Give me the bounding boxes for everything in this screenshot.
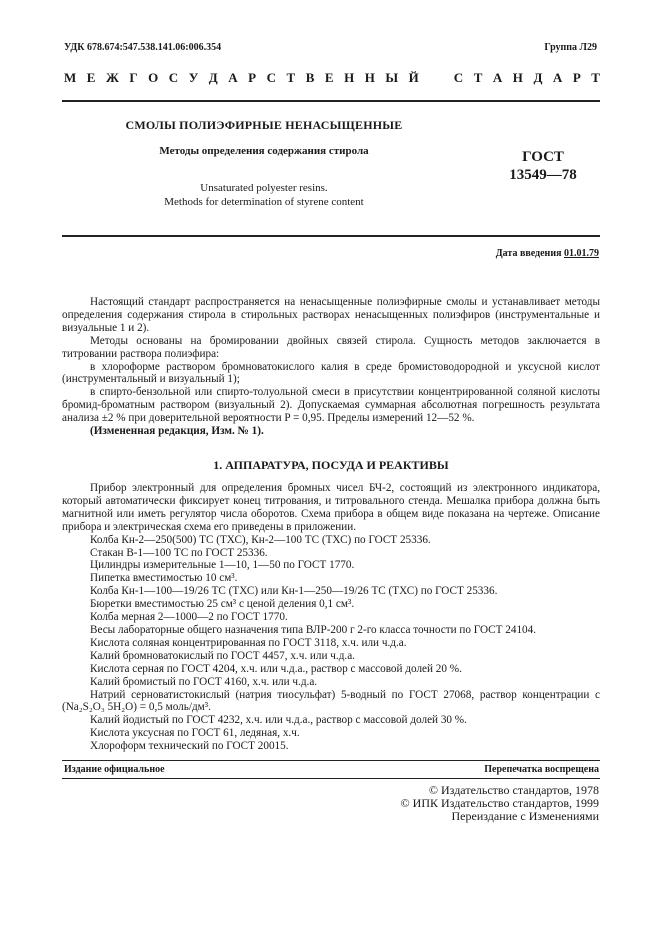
title-rule <box>62 235 600 237</box>
banner-letter: С <box>453 70 464 85</box>
equipment-item: Кислота уксусная по ГОСТ 61, ледяная, х.ч. <box>90 727 300 740</box>
equipment-item: Кислота соляная концентрированная по ГОСТ 3118, х.ч. или ч.д.а. <box>90 636 407 649</box>
banner-letter: Н <box>344 70 355 85</box>
banner-letter: А <box>552 70 563 85</box>
section-1-list <box>62 482 600 753</box>
interstate-standard-banner <box>64 70 600 86</box>
banner-letter: Т <box>591 70 600 85</box>
banner-letter: У <box>188 70 199 85</box>
equipment-item: Колба мерная 2—1000—2 по ГОСТ 1770. <box>90 611 288 624</box>
introduction-date-value: 01.01.79 <box>564 248 599 259</box>
banner-letter: М <box>64 70 77 85</box>
banner-letter: А <box>492 70 503 85</box>
banner-letter: Н <box>364 70 375 85</box>
section-1-title: 1. АППАРАТУРА, ПОСУДА И РЕАКТИВЫ <box>213 458 449 472</box>
english-title-line-1: Unsaturated polyester resins. <box>200 182 328 194</box>
equipment-item: Колба Кн-2—250(500) ТС (ТХС), Кн-2—100 ТС (ТХС) по ГОСТ 25336. <box>90 533 431 546</box>
intro-paragraph: Методы основаны на бромировании двойных связей стирола. Сущность методов заключается в титровании раствора полиэфира: <box>62 334 600 360</box>
banner-word-gap <box>429 70 443 86</box>
equipment-item: Стакан В-1—100 ТС по ГОСТ 25336. <box>90 546 268 559</box>
gost-number-block <box>488 148 598 184</box>
banner-letter: Т <box>286 70 296 85</box>
reprint-prohibited-label: Перепечатка воспрещена <box>484 764 599 775</box>
equipment-item: Калий йодистый по ГОСТ 4232, х.ч. или ч.д.а., раствор с массовой долей 30 %. <box>90 714 467 727</box>
banner-letter: С <box>168 70 179 85</box>
equipment-item: Колба Кн-1—100—19/26 ТС (ТХС) или Кн-1—250—19/26 ТС (ТХС) по ГОСТ 25336. <box>90 585 498 598</box>
amendment-note: (Измененная редакция, Изм. № 1). <box>90 425 264 438</box>
banner-letter: Ж <box>105 70 119 85</box>
introduction-date <box>496 248 599 259</box>
banner-letter: Р <box>572 70 581 85</box>
equipment-item: Хлороформ технический по ГОСТ 20015. <box>90 740 289 753</box>
english-title-line-2: Methods for determination of styrene content <box>164 196 364 208</box>
banner-letter: В <box>305 70 315 85</box>
official-edition-label: Издание официальное <box>64 764 165 775</box>
banner-letter: С <box>266 70 276 85</box>
banner-letter: Е <box>324 70 334 85</box>
banner-letter: Д <box>208 70 218 85</box>
udk-code: УДК 678.674:547.538.141.06:006.354 <box>64 42 222 53</box>
equipment-item: Калий бромноватокислый по ГОСТ 4457, х.ч. или ч.д.а. <box>90 649 355 662</box>
introduction-date-label: Дата введения <box>495 248 562 259</box>
group-code: Группа Л29 <box>544 42 597 53</box>
header-rule <box>62 100 600 102</box>
copyright-block <box>401 784 599 823</box>
equipment-item: Бюретки вместимостью 25 см³ с ценой деления 0,1 см³. <box>90 598 355 611</box>
banner-letter: О <box>148 70 159 85</box>
intro-paragraph: в хлороформе раствором бромноватокислого калия в среде бромистоводородной и уксусной кислот (инструментальный и визуальный 1); <box>62 360 600 386</box>
equipment-item: Весы лабораторные общего назначения типа ВЛР-200 г 2-го класса точности по ГОСТ 24104. <box>90 623 537 636</box>
copyright-line: © Издательство стандартов, 1978 <box>428 783 599 797</box>
banner-letter: Г <box>129 70 138 85</box>
banner-letter: Р <box>248 70 257 85</box>
english-title <box>64 181 464 209</box>
equipment-item: Кислота серная по ГОСТ 4204, х.ч. или ч.д.а., раствор с массовой долей 20 %. <box>90 662 462 675</box>
copyright-line: © ИПК Издательство стандартов, 1999 <box>400 796 599 810</box>
footer-rule-lower <box>62 778 600 779</box>
equipment-item: Натрий серноватистокислый (натрия тиосульфат) 5-водный по ГОСТ 27068, раствор концентрации c (Na₂S₂O₃ 5H₂O) = 0,5 моль/дм³. <box>62 688 600 714</box>
gost-label: ГОСТ <box>522 149 564 165</box>
gost-number: 13549—78 <box>509 167 577 183</box>
banner-letter: Й <box>408 70 419 85</box>
equipment-item: Калий бромистый по ГОСТ 4160, х.ч. или ч.д.а. <box>90 675 318 688</box>
banner-letter: Т <box>473 70 483 85</box>
document-title: СМОЛЫ ПОЛИЭФИРНЫЕ НЕНАСЫЩЕННЫЕ <box>125 118 403 132</box>
banner-letter: Д <box>533 70 543 85</box>
footer-rule <box>62 760 600 761</box>
equipment-item: Прибор электронный для определения бромных чисел БЧ-2, состоящий из электронного индикатора, который автоматически фиксирует конец титрования, и титровального стенда. Мешалка прибора должна быть магнитной или иметь регулятор числа оборотов. Схема прибора в общем виде показана на чертеже. Описание прибора и электрическая схема его приведены в приложении. <box>62 482 600 533</box>
document-subtitle: Методы определения содержания стирола <box>159 145 369 157</box>
title-block <box>64 118 464 209</box>
intro-paragraph: Настоящий стандарт распространяется на ненасыщенные полиэфирные смолы и устанавливает методы определения содержания стирола в стирольных растворах ненасыщенных полиэфиров (инструментальные и визуальные 1 и 2). <box>62 296 600 334</box>
intro-paragraph: в спирто-бензольной или спирто-толуольной смеси в присутствии концентрированной соляной кислоты бромид-броматным раствором (визуальный 2). Допускаемая суммарная абсолютная погрешность результата анализа ±2 % при доверительной вероятности P = 0,95. Пределы измерений 12—52 %. <box>62 386 600 425</box>
banner-letter: Н <box>512 70 523 85</box>
equipment-item: Цилиндры измерительные 1—10, 1—50 по ГОСТ 1770. <box>90 559 355 572</box>
equipment-item: Пипетка вместимостью 10 см³. <box>90 572 238 585</box>
intro-text <box>62 296 600 438</box>
banner-letter: А <box>228 70 238 85</box>
banner-letter: Ы <box>385 70 399 85</box>
banner-letter: Е <box>86 70 96 85</box>
copyright-line: Переиздание с Изменениями <box>451 809 599 823</box>
